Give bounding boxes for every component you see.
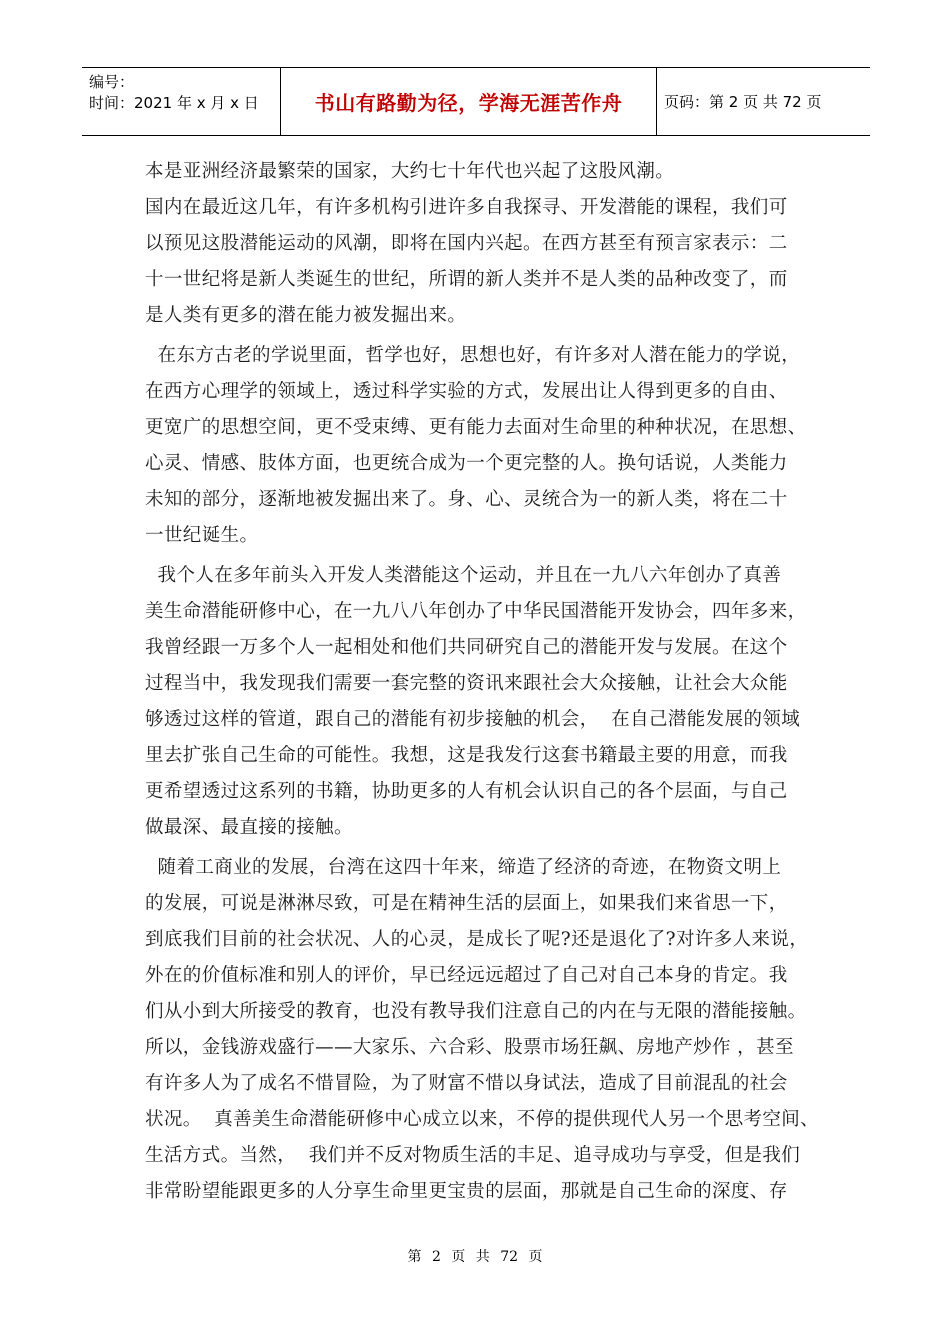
- body-text-line: 非常盼望能跟更多的人分享生命里更宝贵的层面，那就是自己生命的深度、存: [145, 1181, 788, 1202]
- body-text-line: 更希望透过这系列的书籍，协助更多的人有机会认识自己的各个层面，与自己: [145, 781, 788, 802]
- body-text-line: 状况。 真善美生命潜能研修中心成立以来，不停的提供现代人另一个思考空间、: [145, 1109, 820, 1130]
- body-text-line: 心灵、情感、肢体方面，也更统合成为一个更完整的人。换句话说，人类能力: [145, 453, 788, 474]
- body-text-line: 在西方心理学的领域上，透过科学实验的方式，发展出让人得到更多的自由、: [145, 381, 788, 402]
- header-motto: 书山有路勤为径，学海无涯苦作舟: [281, 68, 657, 135]
- body-text-line: 我曾经跟一万多个人一起相处和他们共同研究自己的潜能开发与发展。在这个: [145, 637, 788, 658]
- body-text-line: 够透过这样的管道，跟自己的潜能有初步接触的机会， 在自己潜能发展的领域: [145, 709, 801, 730]
- body-text-line: 生活方式。当然， 我们并不反对物质生活的丰足、追寻成功与享受，但是我们: [145, 1145, 801, 1166]
- body-text-line: 十一世纪将是新人类诞生的世纪，所谓的新人类并不是人类的品种改变了，而: [145, 269, 788, 290]
- document-number-label: 编号：: [89, 73, 135, 91]
- document-body: [145, 154, 820, 1210]
- body-text-line: 过程当中，我发现我们需要一套完整的资讯来跟社会大众接触，让社会大众能: [145, 673, 788, 694]
- body-text-line: 做最深、最直接的接触。: [145, 817, 353, 838]
- body-text-line: 美生命潜能研修中心，在一九八八年创办了中华民国潜能开发协会，四年多来，: [145, 601, 807, 622]
- document-date-label: 时间：2021 年 x 月 x 日: [89, 94, 259, 112]
- body-text-line: 未知的部分，逐渐地被发掘出来了。身、心、灵统合为一的新人类，将在二十: [145, 489, 788, 510]
- body-text-line: 以预见这股潜能运动的风潮，即将在国内兴起。在西方甚至有预言家表示：二: [145, 233, 788, 254]
- body-text-line: 的发展，可说是淋淋尽致，可是在精神生活的层面上，如果我们来省思一下，: [145, 893, 788, 914]
- body-text-line: 里去扩张自己生命的可能性。我想，这是我发行这套书籍最主要的用意，而我: [145, 745, 788, 766]
- body-text-line: 所以，金钱游戏盛行——大家乐、六合彩、股票市场狂飙、房地产炒作 ，甚至: [145, 1037, 794, 1058]
- body-text-line: 随着工商业的发展，台湾在这四十年来，缔造了经济的奇迹，在物资文明上: [145, 857, 782, 878]
- body-text-line: 外在的价值标准和别人的评价，早已经远远超过了自己对自己本身的肯定。我: [145, 965, 788, 986]
- body-text-line: 有许多人为了成名不惜冒险，为了财富不惜以身试法，造成了目前混乱的社会: [145, 1073, 788, 1094]
- header-meta-cell: [82, 68, 281, 135]
- header-page-code: 页码：第 2 页 共 72 页: [664, 93, 822, 111]
- body-text-line: 我个人在多年前头入开发人类潜能这个运动，并且在一九八六年创办了真善: [145, 565, 782, 586]
- body-text-line: 们从小到大所接受的教育，也没有教导我们注意自己的内在与无限的潜能接触。: [145, 1001, 807, 1022]
- body-text-line: 本是亚洲经济最繁荣的国家，大约七十年代也兴起了这股风潮。: [145, 161, 675, 182]
- body-text-line: 国内在最近这几年，有许多机构引进许多自我探寻、开发潜能的课程，我们可: [145, 197, 788, 218]
- page-footer: 第 2 页 共 72 页: [407, 1249, 543, 1265]
- body-text-line: 在东方古老的学说里面，哲学也好，思想也好，有许多对人潜在能力的学说，: [145, 345, 801, 366]
- body-text-line: 一世纪诞生。: [145, 525, 259, 546]
- body-text-line: 是人类有更多的潜在能力被发掘出来。: [145, 305, 467, 326]
- body-text-line: 到底我们目前的社会状况、人的心灵，是成长了呢?还是退化了?对许多人来说，: [145, 929, 809, 950]
- body-text-line: 更宽广的思想空间，更不受束缚、更有能力去面对生命里的种种状况，在思想、: [145, 417, 807, 438]
- document-header: [82, 67, 870, 136]
